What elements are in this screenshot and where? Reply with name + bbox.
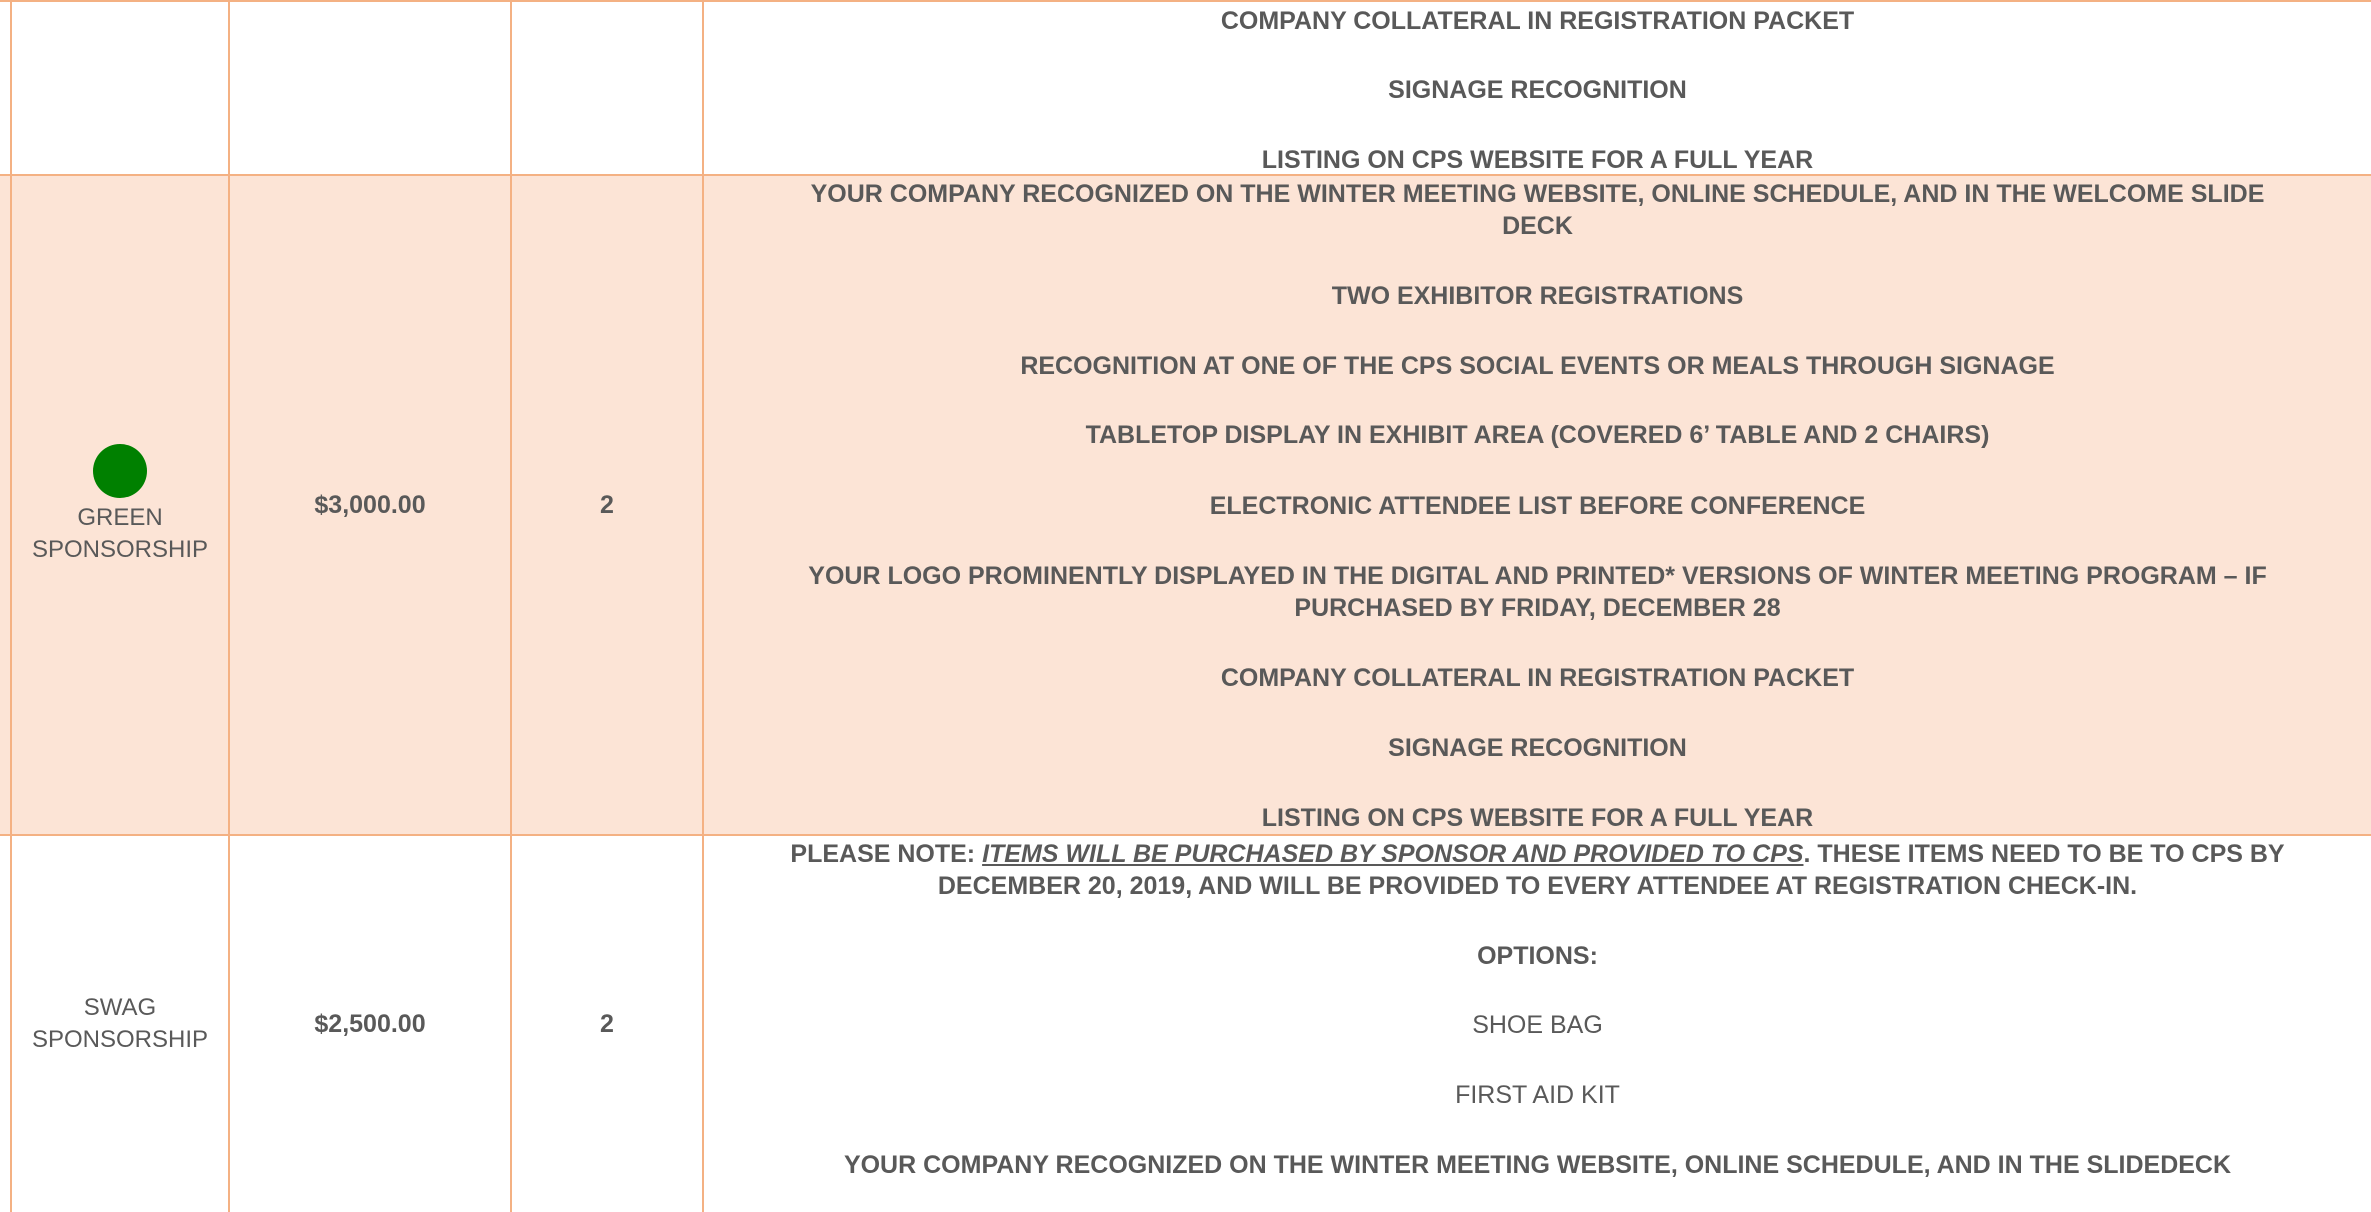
note-suffix: . THESE ITEMS NEED TO BE TO CPS BY bbox=[1803, 840, 2285, 868]
benefit-item: LISTING ON CPS WEBSITE FOR A FULL YEAR bbox=[1261, 804, 1814, 832]
benefits-cell bbox=[704, 2, 2371, 174]
sponsorship-name-line1: SWAG bbox=[83, 994, 157, 1021]
table-border bbox=[0, 834, 2371, 836]
table-row bbox=[0, 836, 2371, 1212]
option-item: FIRST AID KIT bbox=[1455, 1081, 1620, 1109]
benefit-item: ELECTRONIC ATTENDEE LIST BEFORE CONFERENCE bbox=[1209, 492, 1866, 520]
price-cell bbox=[230, 836, 510, 1212]
sponsorship-name-line2: SPONSORSHIP bbox=[31, 536, 209, 563]
table-row bbox=[0, 176, 2371, 834]
quantity-value: 2 bbox=[600, 1009, 614, 1038]
quantity-value: 2 bbox=[600, 490, 614, 519]
price-cell bbox=[230, 176, 510, 834]
price-value: $2,500.00 bbox=[314, 1009, 426, 1038]
benefits-cell bbox=[704, 176, 2371, 834]
note-prefix: PLEASE NOTE: bbox=[790, 840, 983, 868]
swag-note bbox=[740, 838, 2335, 870]
sponsorship-name-cell bbox=[12, 176, 228, 834]
swag-note-line2: DECEMBER 20, 2019, AND WILL BE PROVIDED TO EVERY ATTENDEE AT REGISTRATION CHECK-IN. bbox=[937, 872, 2138, 900]
table-border bbox=[510, 0, 512, 1212]
sponsorship-name-line2: SPONSORSHIP bbox=[31, 1026, 209, 1053]
option-item: SHOE BAG bbox=[1472, 1011, 1603, 1039]
green-circle-icon bbox=[93, 444, 147, 498]
benefit-item: DECK bbox=[1502, 212, 1573, 240]
benefit-item: YOUR LOGO PROMINENTLY DISPLAYED IN THE DIGITAL AND PRINTED* VERSIONS OF WINTER MEETING PROGRAM – IF bbox=[808, 562, 2267, 590]
benefit-item: YOUR COMPANY RECOGNIZED ON THE WINTER MEETING WEBSITE, ONLINE SCHEDULE, AND IN THE SLIDEDECK bbox=[843, 1151, 2232, 1179]
benefit-item: TABLETOP DISPLAY IN EXHIBIT AREA (COVERED 6’ TABLE AND 2 CHAIRS) bbox=[1085, 421, 1990, 449]
table-border bbox=[702, 0, 704, 1212]
benefit-item: RECOGNITION AT ONE OF THE CPS SOCIAL EVENTS OR MEALS THROUGH SIGNAGE bbox=[1020, 352, 2055, 380]
benefit-item: SIGNAGE RECOGNITION bbox=[1388, 76, 1687, 104]
quantity-cell bbox=[512, 176, 702, 834]
sponsorship-name-cell bbox=[12, 836, 228, 1212]
table-border bbox=[10, 0, 12, 1212]
note-emphasis: ITEMS WILL BE PURCHASED BY SPONSOR AND PROVIDED TO CPS bbox=[982, 840, 1804, 868]
quantity-cell bbox=[512, 836, 702, 1212]
options-label: OPTIONS: bbox=[1477, 942, 1598, 970]
table-row bbox=[0, 2, 2371, 174]
sponsorship-name-line1: GREEN bbox=[77, 504, 163, 531]
benefit-item: SIGNAGE RECOGNITION bbox=[1388, 734, 1687, 762]
benefit-item: TWO EXHIBITOR REGISTRATIONS bbox=[1331, 282, 1744, 310]
benefits-cell bbox=[704, 836, 2371, 1212]
benefit-item: PURCHASED BY FRIDAY, DECEMBER 28 bbox=[1294, 594, 1781, 622]
table-border bbox=[228, 0, 230, 1212]
benefit-item: LISTING ON CPS WEBSITE FOR A FULL YEAR bbox=[1261, 146, 1814, 174]
benefit-item: YOUR COMPANY RECOGNIZED ON THE WINTER MEETING WEBSITE, ONLINE SCHEDULE, AND IN THE WELCOME SLIDE bbox=[810, 180, 2265, 208]
table-border bbox=[0, 174, 2371, 176]
table-border bbox=[0, 0, 2371, 2]
benefit-item: COMPANY COLLATERAL IN REGISTRATION PACKET bbox=[1220, 7, 1855, 35]
price-value: $3,000.00 bbox=[314, 490, 426, 519]
benefit-item: COMPANY COLLATERAL IN REGISTRATION PACKET bbox=[1220, 664, 1855, 692]
